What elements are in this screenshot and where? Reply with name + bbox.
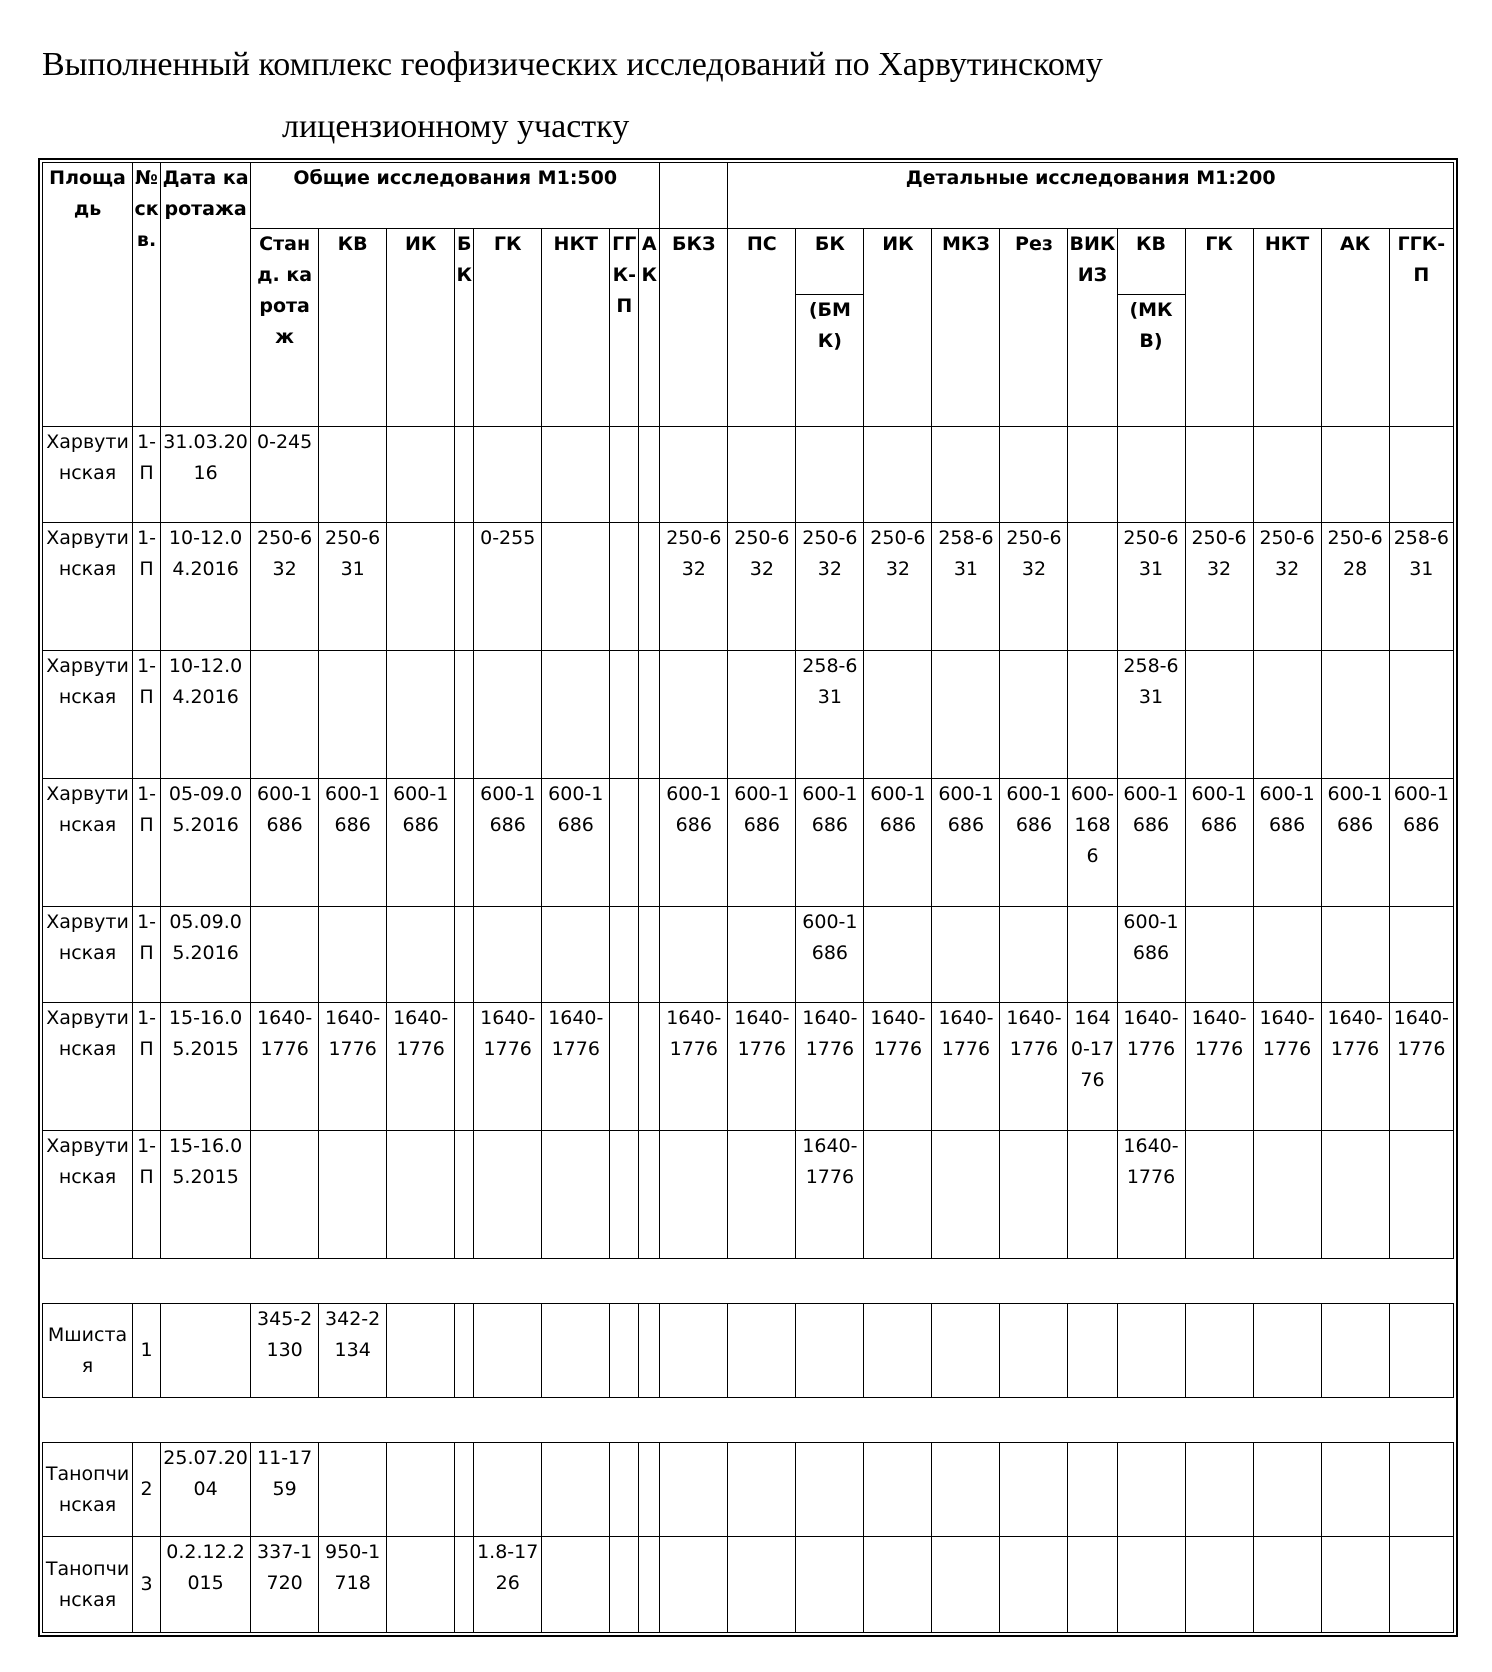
cell-d-gk [1185,907,1253,1003]
cell-d-bkz [660,1443,728,1537]
cell-nkt [542,1537,610,1633]
cell-ggkp [610,779,639,907]
cell-d-bk: 1640-1776 [796,1131,864,1259]
cell-d-ps: 250-632 [728,523,796,651]
cell-ggkp [610,427,639,523]
cell-d-vikiz [1068,907,1117,1003]
cell-date: 05.09.05.2016 [161,907,251,1003]
cell-d-ggkp [1389,427,1453,523]
cell-std: 250-632 [251,523,319,651]
cell-d-nkt [1253,907,1321,1003]
cell-d-bkz [660,1131,728,1259]
cell-d-rez [1000,1443,1068,1537]
cell-gk: 0-255 [474,523,542,651]
cell-date: 10-12.04.2016 [161,523,251,651]
cell-ggkp [610,907,639,1003]
table-row [43,1304,1454,1398]
cell-area: Харвутинская [43,651,133,779]
cell-well: 1-П [133,779,161,907]
cell-d-vikiz [1068,1304,1117,1398]
cell-std [251,1131,319,1259]
cell-d-rez [1000,1537,1068,1633]
cell-d-bk: 258-631 [796,651,864,779]
cell-d-gk [1185,1443,1253,1537]
header-nkt: НКТ [542,229,610,427]
cell-ik [387,427,455,523]
cell-gk [474,1304,542,1398]
cell-d-bk: 250-632 [796,523,864,651]
cell-well: 3 [133,1537,161,1633]
page-title [42,34,1462,158]
cell-d-mkz [932,1304,1000,1398]
cell-ak [639,1131,660,1259]
cell-d-rez [1000,651,1068,779]
cell-d-bk [796,427,864,523]
header-d-ggk-p: ГГК-П [1389,229,1453,427]
cell-date [161,1304,251,1398]
cell-d-vikiz [1068,1537,1117,1633]
table-row [43,651,1454,779]
cell-std [251,651,319,779]
table-row [43,1443,1454,1537]
cell-ggkp [610,1003,639,1131]
cell-d-gk [1185,1131,1253,1259]
cell-date: 31.03.2016 [161,427,251,523]
survey-table-frame [38,158,1458,1637]
cell-ak [639,779,660,907]
cell-d-kv [1117,427,1185,523]
cell-d-ggkp: 1640-1776 [1389,1003,1453,1131]
cell-d-bk: 1640-1776 [796,1003,864,1131]
cell-d-ak [1321,907,1389,1003]
cell-nkt [542,907,610,1003]
cell-d-bkz: 1640-1776 [660,1003,728,1131]
cell-ak [639,1537,660,1633]
cell-d-ak [1321,1537,1389,1633]
cell-std: 0-245 [251,427,319,523]
cell-d-rez [1000,1131,1068,1259]
cell-date: 05-09.05.2016 [161,779,251,907]
cell-ik [387,1443,455,1537]
cell-std: 345-2130 [251,1304,319,1398]
cell-ik [387,523,455,651]
header-ggk-p: ГГК-П [610,229,639,427]
cell-d-bkz [660,651,728,779]
cell-ak [639,907,660,1003]
table-row [43,907,1454,1003]
cell-d-nkt [1253,427,1321,523]
cell-d-bk [796,1304,864,1398]
title-line-1: Выполненный комплекс геофизических исследований по Харвутинскому [42,46,1103,83]
cell-kv: 342-2134 [319,1304,387,1398]
table-row [43,523,1454,651]
cell-d-mkz: 1640-1776 [932,1003,1000,1131]
cell-ik [387,1131,455,1259]
cell-date: 25.07.2004 [161,1443,251,1537]
cell-d-ps [728,1304,796,1398]
cell-kv [319,651,387,779]
cell-nkt [542,427,610,523]
cell-d-ps [728,651,796,779]
cell-d-gk [1185,1304,1253,1398]
cell-d-bk: 600-1686 [796,907,864,1003]
cell-area: Харвутинская [43,1131,133,1259]
cell-area: Харвутинская [43,779,133,907]
header-ak: АК [639,229,660,427]
cell-d-ggkp: 258-631 [1389,523,1453,651]
cell-kv: 950-1718 [319,1537,387,1633]
cell-ak [639,1003,660,1131]
cell-std: 600-1686 [251,779,319,907]
cell-gk [474,1443,542,1537]
cell-d-ggkp: 600-1686 [1389,779,1453,907]
table-row [43,1131,1454,1259]
cell-d-ak [1321,1304,1389,1398]
cell-d-mkz [932,907,1000,1003]
cell-d-bkz: 250-632 [660,523,728,651]
cell-d-bkz [660,907,728,1003]
cell-well: 1-П [133,651,161,779]
cell-nkt [542,1304,610,1398]
table-row [43,779,1454,907]
cell-d-rez: 600-1686 [1000,779,1068,907]
cell-bk [455,523,474,651]
cell-gk: 1.8-1726 [474,1537,542,1633]
cell-area: Харвутинская [43,907,133,1003]
cell-d-kv [1117,1443,1185,1537]
cell-d-nkt [1253,1537,1321,1633]
cell-d-gk [1185,1537,1253,1633]
cell-bk [455,1304,474,1398]
header-bk: БК [455,229,474,427]
cell-d-nkt [1253,1304,1321,1398]
header-kv: КВ [319,229,387,427]
cell-d-vikiz [1068,651,1117,779]
cell-d-bkz [660,1537,728,1633]
cell-d-ps [728,427,796,523]
cell-area: Харвутинская [43,427,133,523]
cell-ggkp [610,523,639,651]
table-body [43,427,1454,1633]
cell-d-kv: 1640-1776 [1117,1131,1185,1259]
cell-d-ps: 600-1686 [728,779,796,907]
table-row [43,1003,1454,1131]
cell-bk [455,1443,474,1537]
header-d-vikiz: ВИКИЗ [1068,229,1117,427]
cell-ak [639,651,660,779]
cell-d-ik [864,651,932,779]
cell-ggkp [610,1131,639,1259]
cell-d-ps [728,907,796,1003]
separator-cell [43,1398,1454,1443]
cell-d-rez [1000,907,1068,1003]
cell-area: Танопчинская [43,1443,133,1537]
cell-d-rez: 250-632 [1000,523,1068,651]
cell-d-rez [1000,427,1068,523]
cell-ggkp [610,1537,639,1633]
header-d-bk: БК [796,229,864,295]
cell-d-ggkp [1389,1131,1453,1259]
table-header [43,163,1454,427]
cell-ik: 600-1686 [387,779,455,907]
cell-d-kv: 600-1686 [1117,779,1185,907]
cell-d-bk: 600-1686 [796,779,864,907]
cell-d-ak: 1640-1776 [1321,1003,1389,1131]
cell-well: 2 [133,1443,161,1537]
header-blank [660,163,728,229]
header-general-group: Общие исследования М1:500 [251,163,660,229]
cell-d-ik [864,1443,932,1537]
cell-nkt [542,1443,610,1537]
header-date: Дата каротажа [161,163,251,427]
cell-kv [319,1443,387,1537]
cell-ak [639,1443,660,1537]
cell-ak [639,427,660,523]
cell-d-ik [864,427,932,523]
cell-nkt [542,523,610,651]
cell-bk [455,427,474,523]
header-d-bkz: БКЗ [660,229,728,427]
header-area: Площадь [43,163,133,427]
cell-d-ak [1321,651,1389,779]
header-gk: ГК [474,229,542,427]
cell-bk [455,1003,474,1131]
cell-d-nkt: 250-632 [1253,523,1321,651]
cell-d-kv: 258-631 [1117,651,1185,779]
cell-d-ak [1321,427,1389,523]
cell-d-nkt: 600-1686 [1253,779,1321,907]
cell-d-rez: 1640-1776 [1000,1003,1068,1131]
cell-d-vikiz [1068,427,1117,523]
cell-nkt: 1640-1776 [542,1003,610,1131]
header-d-bmk: (БМК) [796,295,864,427]
cell-d-ggkp [1389,1443,1453,1537]
cell-well: 1-П [133,907,161,1003]
cell-well: 1-П [133,1003,161,1131]
cell-d-ps [728,1131,796,1259]
cell-d-nkt [1253,651,1321,779]
cell-date: 0.2.12.2015 [161,1537,251,1633]
cell-d-nkt: 1640-1776 [1253,1003,1321,1131]
cell-d-bk [796,1443,864,1537]
cell-nkt [542,651,610,779]
header-d-ik: ИК [864,229,932,427]
cell-d-ik: 1640-1776 [864,1003,932,1131]
cell-d-gk [1185,651,1253,779]
cell-ggkp [610,651,639,779]
cell-date: 15-16.05.2015 [161,1131,251,1259]
cell-well: 1 [133,1304,161,1398]
header-detailed-group: Детальные исследования М1:200 [728,163,1454,229]
cell-d-kv [1117,1537,1185,1633]
cell-kv: 1640-1776 [319,1003,387,1131]
cell-area: Танопчинская [43,1537,133,1633]
title-line-2: лицензионному участку [282,108,630,145]
cell-well: 1-П [133,427,161,523]
cell-kv [319,427,387,523]
cell-kv: 600-1686 [319,779,387,907]
cell-area: Харвутинская [43,1003,133,1131]
header-d-kv: КВ [1117,229,1185,295]
cell-d-nkt [1253,1131,1321,1259]
cell-d-ggkp [1389,907,1453,1003]
cell-std: 1640-1776 [251,1003,319,1131]
cell-d-ik: 250-632 [864,523,932,651]
cell-d-ik [864,1131,932,1259]
header-d-ps: ПС [728,229,796,427]
survey-table [42,162,1454,1633]
separator-cell [43,1259,1454,1304]
cell-date: 10-12.04.2016 [161,651,251,779]
header-d-rez: Рез [1000,229,1068,427]
cell-ak [639,1304,660,1398]
cell-bk [455,779,474,907]
cell-well: 1-П [133,1131,161,1259]
table-row [43,427,1454,523]
cell-d-ik [864,907,932,1003]
cell-d-kv: 250-631 [1117,523,1185,651]
separator-row [43,1398,1454,1443]
cell-well: 1-П [133,523,161,651]
cell-ggkp [610,1443,639,1537]
cell-bk [455,651,474,779]
cell-d-bkz [660,427,728,523]
cell-d-ak [1321,1131,1389,1259]
cell-d-ik [864,1537,932,1633]
cell-kv: 250-631 [319,523,387,651]
cell-std: 11-1759 [251,1443,319,1537]
cell-bk [455,1537,474,1633]
cell-d-ik [864,1304,932,1398]
cell-d-mkz [932,1537,1000,1633]
cell-d-gk [1185,427,1253,523]
cell-d-ggkp [1389,651,1453,779]
cell-d-mkz [932,427,1000,523]
separator-row [43,1259,1454,1304]
cell-d-mkz [932,1131,1000,1259]
cell-d-ps [728,1443,796,1537]
cell-ik [387,1304,455,1398]
cell-d-mkz: 600-1686 [932,779,1000,907]
header-d-nkt: НКТ [1253,229,1321,427]
cell-d-mkz [932,651,1000,779]
cell-d-mkz: 258-631 [932,523,1000,651]
cell-d-vikiz [1068,1443,1117,1537]
cell-bk [455,907,474,1003]
cell-nkt: 600-1686 [542,779,610,907]
cell-d-bkz: 600-1686 [660,779,728,907]
cell-d-bkz [660,1304,728,1398]
cell-d-vikiz: 600-1686 [1068,779,1117,907]
cell-date: 15-16.05.2015 [161,1003,251,1131]
cell-ik [387,651,455,779]
header-d-mkz: МКЗ [932,229,1000,427]
cell-d-vikiz: 1640-1776 [1068,1003,1117,1131]
cell-gk: 600-1686 [474,779,542,907]
cell-ggkp [610,1304,639,1398]
cell-d-ak [1321,1443,1389,1537]
header-ik: ИК [387,229,455,427]
cell-d-ggkp [1389,1537,1453,1633]
cell-gk [474,907,542,1003]
cell-ak [639,523,660,651]
cell-d-rez [1000,1304,1068,1398]
cell-d-gk: 250-632 [1185,523,1253,651]
cell-d-kv: 1640-1776 [1117,1003,1185,1131]
cell-ik: 1640-1776 [387,1003,455,1131]
table-row [43,1537,1454,1633]
header-d-mkv: (МКВ) [1117,295,1185,427]
header-standard-logging: Станд. каротаж [251,229,319,427]
cell-gk [474,427,542,523]
cell-d-vikiz [1068,523,1117,651]
cell-d-gk: 1640-1776 [1185,1003,1253,1131]
cell-gk [474,651,542,779]
cell-d-mkz [932,1443,1000,1537]
cell-std [251,907,319,1003]
cell-d-ps: 1640-1776 [728,1003,796,1131]
cell-kv [319,907,387,1003]
cell-gk: 1640-1776 [474,1003,542,1131]
cell-std: 337-1720 [251,1537,319,1633]
cell-d-kv [1117,1304,1185,1398]
cell-nkt [542,1131,610,1259]
cell-d-ik: 600-1686 [864,779,932,907]
cell-kv [319,1131,387,1259]
cell-area: Мшистая [43,1304,133,1398]
cell-d-bk [796,1537,864,1633]
cell-d-ak: 250-628 [1321,523,1389,651]
header-d-gk: ГК [1185,229,1253,427]
cell-d-kv: 600-1686 [1117,907,1185,1003]
cell-area: Харвутинская [43,523,133,651]
cell-gk [474,1131,542,1259]
cell-d-nkt [1253,1443,1321,1537]
header-well: № скв. [133,163,161,427]
header-d-ak: АК [1321,229,1389,427]
cell-d-ggkp [1389,1304,1453,1398]
cell-d-ak: 600-1686 [1321,779,1389,907]
cell-d-vikiz [1068,1131,1117,1259]
cell-bk [455,1131,474,1259]
cell-d-ps [728,1537,796,1633]
cell-ik [387,1537,455,1633]
cell-ik [387,907,455,1003]
cell-d-gk: 600-1686 [1185,779,1253,907]
